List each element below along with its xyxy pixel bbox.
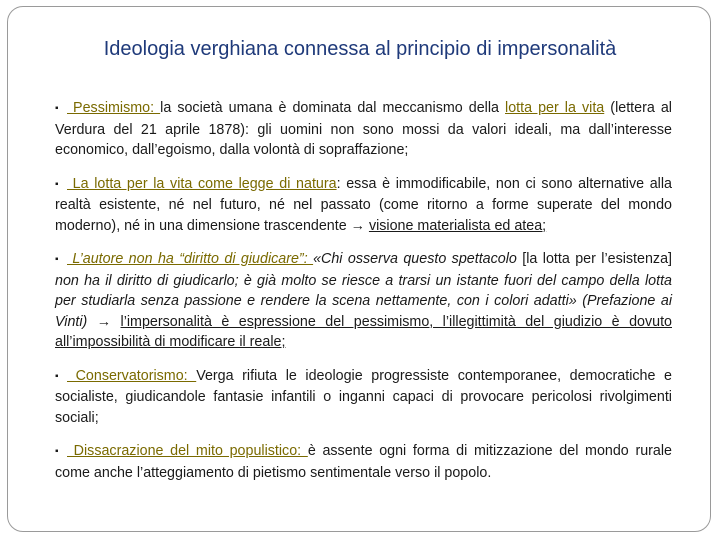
text: (lettera al Verdura del 21 aprile 1878): gli uomini non sono mossi da valori ideali, ma dall’interesse economico, dall’egoismo, dalla volontà di sopraffazione; — [55, 100, 672, 158]
term-lotta-per-la-vita: lotta per la vita — [505, 100, 605, 116]
quote-insert: [la lotta per l’esistenza] — [522, 251, 672, 267]
slide-title: Ideologia verghiana connessa al principio di impersonalità — [103, 38, 617, 60]
conclusion-impersonalita: l’impersonalità è espressione del pessimismo, l’illegittimità del giudizio è dovuto all’impossibilità di modificare il reale; — [55, 313, 672, 350]
heading-dissacrazione: Dissacrazione del mito populistico: — [67, 443, 308, 459]
paragraph-diritto-di-giudicare — [55, 249, 672, 353]
bullet-icon: ▪ — [55, 370, 59, 382]
text: la società umana è dominata dal meccanismo della — [160, 100, 506, 116]
paragraph-legge-di-natura — [55, 174, 672, 237]
text: Verga rifiuta le ideologie progressiste contemporanee, democratiche e socialiste, giudicandole fantasie infantili o inganni capaci di provocare pericolosi rivolgimenti sociali; — [55, 367, 672, 426]
bullet-icon: ▪ — [55, 254, 59, 265]
slide-content — [55, 98, 672, 496]
term-visione-materialista: visione materialista ed atea; — [368, 217, 547, 234]
paragraph-conservatorismo — [55, 366, 672, 429]
text: : essa è immodificabile, non ci sono alternative alla realtà esistente, né nel futuro, né nel passato (come ritorno a forme superate del mondo moderno), né in una dimensione trascendente → — [55, 175, 672, 234]
paragraph-dissacrazione — [55, 441, 672, 483]
bullet-icon: ▪ — [55, 446, 59, 457]
heading-pessimismo: Pessimismo: — [67, 100, 161, 116]
bullet-icon: ▪ — [55, 103, 59, 114]
heading-diritto-di-giudicare: L’autore non ha “diritto di giudicare”: — [67, 251, 314, 267]
paragraph-pessimismo — [55, 98, 672, 161]
text: è assente ogni forma di mitizzazione del mondo rurale come anche l’atteggiamento di pietismo sentimentale verso il popolo. — [55, 443, 672, 481]
heading-legge-di-natura: La lotta per la vita come legge di natura — [67, 175, 337, 192]
heading-conservatorismo: Conservatorismo: — [67, 367, 197, 384]
bullet-icon: ▪ — [55, 178, 59, 190]
quote: non ha il diritto di giudicarlo; è già molto se riesce a trarsi un istante fuori del campo della lotta per studiarla senza passione e rendere la scena nettamente, con i colori adatti» (Prefazione ai Vinti) → — [55, 272, 672, 330]
quote: «Chi osserva questo spettacolo — [313, 251, 523, 267]
